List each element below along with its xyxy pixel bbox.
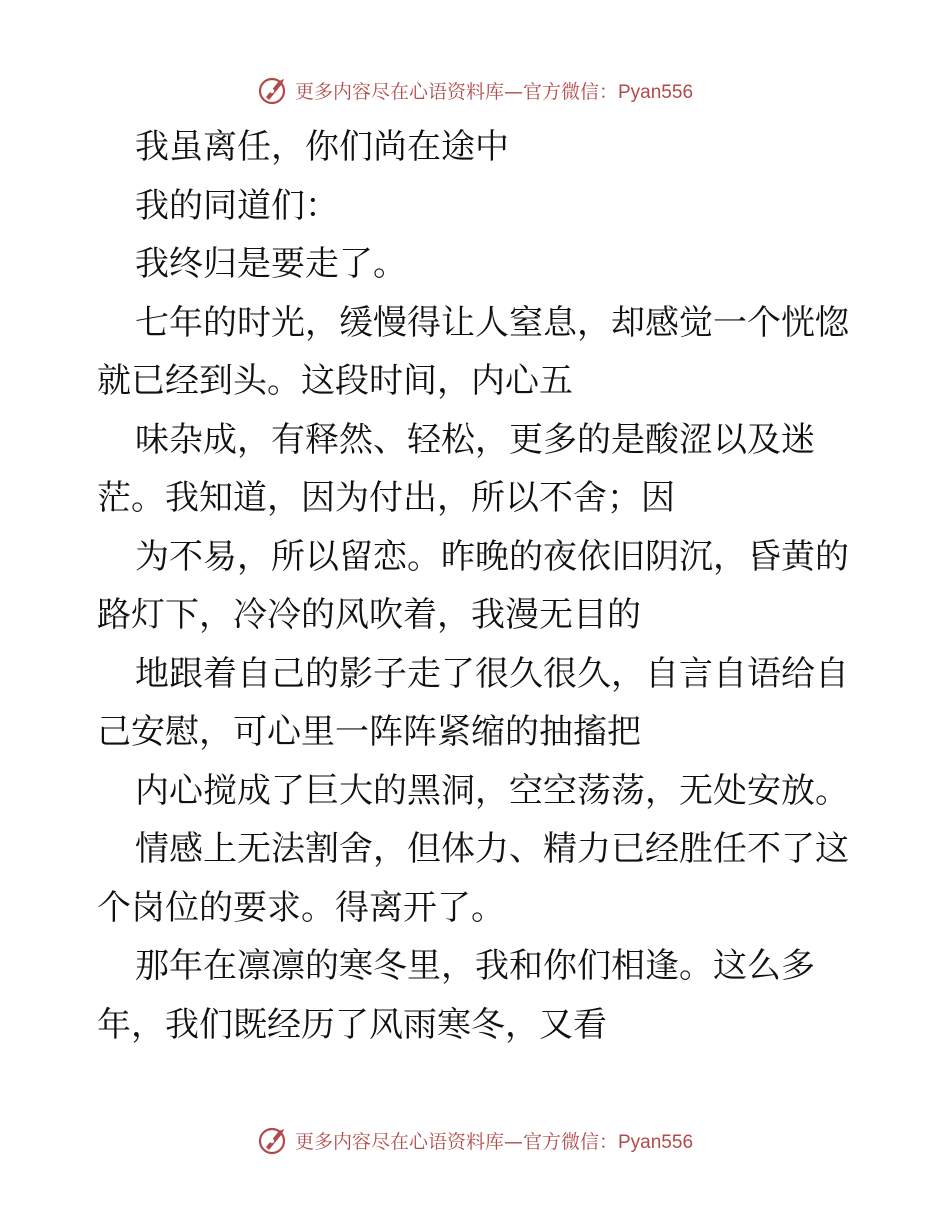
text-line: 那年在凛凛的寒冬里，我和你们相逢。这么多	[135, 946, 815, 986]
text-line: 地跟着自己的影子走了很久很久，自言自语给自	[135, 653, 849, 694]
text-line: 我终归是要走了。	[135, 244, 407, 284]
text-line: 情感上无法割舍，但体力、精力已经胜任不了这	[135, 829, 849, 869]
text-line: 我的同道们：	[135, 185, 339, 226]
text-line: 茫。我知道，因为付出，所以不舍；因	[97, 478, 675, 518]
text-line: 就已经到头。这段时间，内心五	[97, 361, 573, 401]
text-line: 路灯下，冷冷的风吹着，我漫无目的	[97, 595, 641, 635]
footer-watermark	[0, 1120, 950, 1160]
text-line: 我虽离任，你们尚在途中	[135, 127, 509, 167]
wechat-id: Pyan556	[618, 1131, 694, 1153]
text-line: 己安慰，可心里一阵阵紧缩的抽搐把	[97, 712, 641, 752]
text-line: 个岗位的要求。得离开了。	[97, 887, 505, 928]
text-line: 七年的时光，缓慢得让人窒息，却感觉一个恍惚	[135, 302, 849, 343]
watermark-text: 更多内容尽在心语资料库—官方微信：Pyan556	[294, 80, 694, 103]
pen-nib-circle-logo-icon	[257, 1123, 291, 1157]
wechat-id: Pyan556	[618, 81, 694, 103]
pen-nib-circle-logo-icon	[257, 73, 291, 107]
text-line: 味杂成，有释然、轻松，更多的是酸涩以及迷	[135, 419, 815, 460]
header-watermark	[0, 70, 950, 110]
text-line: 为不易，所以留恋。昨晚的夜依旧阴沉，昏黄的	[135, 536, 849, 577]
article-body	[97, 118, 857, 1054]
text-line: 内心搅成了巨大的黑洞，空空荡荡，无处安放。	[135, 770, 849, 811]
watermark-text: 更多内容尽在心语资料库—官方微信：Pyan556	[294, 1130, 694, 1153]
text-line: 年，我们既经历了风雨寒冬，又看	[97, 1004, 607, 1045]
